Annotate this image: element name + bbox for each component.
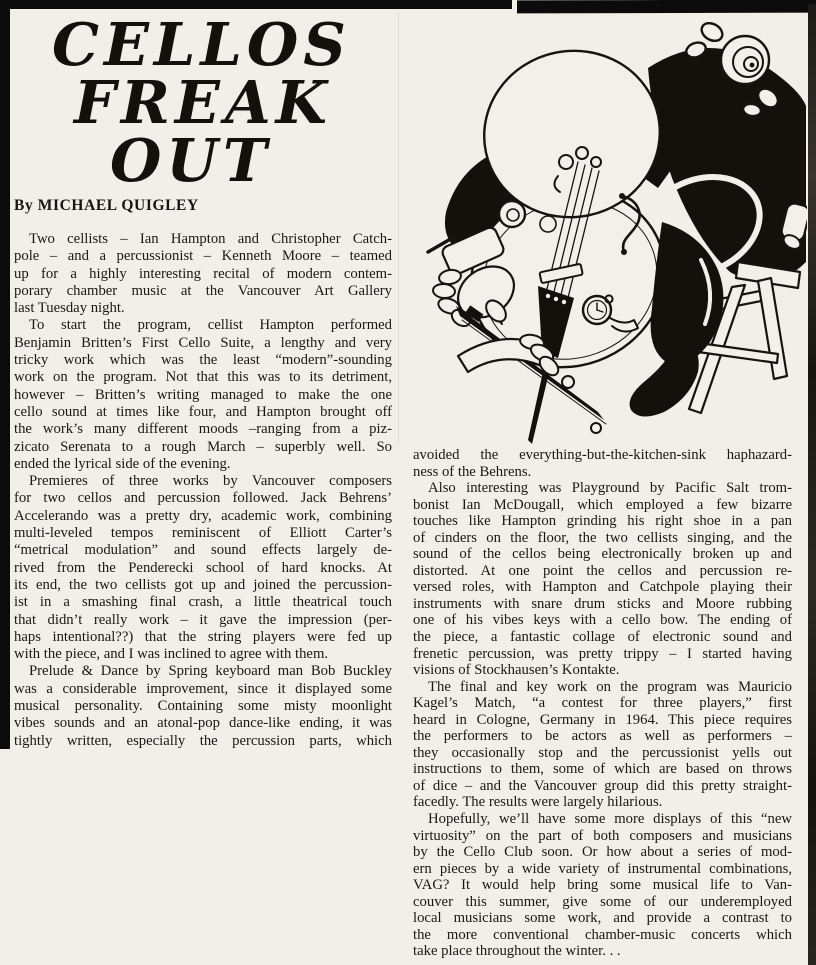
text-line: local musicians some work, and provide a contrast to <box>413 910 792 927</box>
paragraph <box>14 663 392 749</box>
byline: By MICHAEL QUIGLEY <box>14 197 199 214</box>
text-line: ness of the Behrens. <box>413 463 532 480</box>
text-line: haps intentional??) that the string players were fed up <box>14 628 392 645</box>
article-column-right <box>413 447 792 960</box>
text-line: that didn’t really work – it gave the impression (per- <box>14 611 392 628</box>
article-headline <box>30 10 402 195</box>
text-line: Premieres of three works by Vancouver composers <box>29 473 392 490</box>
text-line: Hopefully, we’ll have some more displays of this “new <box>428 811 792 828</box>
text-line: the more conventional chamber-music concerts which <box>413 926 792 943</box>
text-line: frenetic percussion, was pretty trippy – I started having <box>413 645 792 662</box>
paragraph <box>14 317 392 473</box>
text-line: with the piece, and I was inclined to agree with them. <box>14 646 329 663</box>
text-line: tightly written, especially the percussion parts, which <box>14 732 392 749</box>
text-line: Accelerando was a pretty dry, academic work, combining <box>14 507 392 524</box>
text-line: Prelude & Dance by Spring keyboard man Bob Buckley <box>29 663 392 680</box>
text-line: Kagel’s Match, “a contest for three players,” first <box>413 695 792 712</box>
text-line: couver this summer, give some of our underemployed <box>413 893 792 910</box>
ear-spiral <box>499 201 525 227</box>
text-line: they occasionally stop and the percussionist yells out <box>413 744 792 761</box>
left-border <box>0 0 10 749</box>
headline-line: CELLOS <box>52 10 351 79</box>
text-line: one of his vibes keys with a cello bow. The ending of <box>413 612 792 629</box>
text-line: last Tuesday night. <box>14 300 125 317</box>
tuning-peg <box>698 20 725 45</box>
cellist-illustration <box>400 10 807 448</box>
text-line: musical personality. Containing some misty moonlight <box>14 698 392 715</box>
paragraph <box>413 480 792 679</box>
text-line: up for a highly interesting recital of modern contem- <box>14 265 392 282</box>
headline-line: OUT <box>110 126 272 195</box>
text-line: multi-leveled tempos reminiscent of Elliott Carter’s <box>14 525 392 542</box>
text-line: ern pieces by a wide variety of instrumental combinations, <box>413 860 792 877</box>
text-line: Also interesting was Playground by Pacific Salt trom- <box>428 480 792 497</box>
text-line: tricky work which was the least “modern”-sounding <box>14 352 392 369</box>
text-line: for two cellos and percussion followed. Jack Behrens’ <box>14 490 392 507</box>
scroll-center <box>750 63 755 68</box>
text-line: sound of the cellos being electronically broken up and <box>413 546 792 563</box>
text-line: the work’s many different moods –ranging from a piz- <box>14 421 392 438</box>
paragraph <box>14 473 392 663</box>
text-line: vibes sounds and an atonal-pop dance-like ending, it was <box>14 715 392 732</box>
text-line: work on the program. Not that this was to its detriment, <box>14 369 392 386</box>
text-line: its end, the two cellists got up and joined the percussion- <box>14 576 392 593</box>
text-line: visions of Stockhausen’s Kontakte. <box>413 662 620 679</box>
text-line: however – Britten’s writing managed to make the one <box>14 386 392 403</box>
text-line: virtuosity” on the part of both composers and musicians <box>413 827 792 844</box>
text-line: To start the program, cellist Hampton performed <box>29 317 392 334</box>
text-line: avoided the everything-but-the-kitchen-sink haphazard- <box>413 447 792 463</box>
text-line: Two cellists – Ian Hampton and Christopher Catch- <box>29 231 392 247</box>
text-line: “metrical modulation” and sound effects largely de- <box>14 542 392 559</box>
text-line: porary chamber music at the Vancouver Art Gallery <box>14 282 392 299</box>
paragraph <box>14 231 392 317</box>
paragraph <box>413 447 792 480</box>
f-hole-dot <box>619 193 625 199</box>
text-line: of cinders on the floor, the two cellists singing, and the <box>413 529 792 546</box>
pegbox-curl <box>559 155 573 169</box>
text-line: facedly. The results were largely hilarious. <box>413 794 663 811</box>
text-line: The final and key work on the program was Mauricio <box>428 678 792 695</box>
text-line: was a considerable improvement, since it displayed some <box>14 680 392 697</box>
text-line: pole – and a percussionist – Kenneth Moore – teamed <box>14 248 392 265</box>
text-line: ist in a smashing final crash, a little theatrical touch <box>14 594 392 611</box>
text-line: zicato Serenata to a rough March – superbly well. So <box>14 438 392 455</box>
text-line: instructions to them, some of which are based on throws <box>413 761 792 778</box>
text-line: versed roles, with Hampton and Catchpole playing their <box>413 579 792 596</box>
text-line: by the Cello Club soon. Or how about a series of mod- <box>413 844 792 861</box>
top-border-left <box>0 0 512 9</box>
f-hole-dot <box>621 249 627 255</box>
text-line: the piece, a fantastic collage of electronic sound and <box>413 629 792 646</box>
text-line: touches like Hampton grinding his right shoe in a pan <box>413 513 792 530</box>
article-column-left <box>14 231 392 750</box>
text-line: distorted. At one point the cellos and percussion re- <box>413 562 792 579</box>
text-line: the performers to be actors as well as performers – <box>413 728 792 745</box>
paragraph <box>413 679 792 811</box>
right-border <box>808 4 816 965</box>
text-line: heard in Cologne, Germany in 1964. This piece requires <box>413 711 792 728</box>
text-line: VAG? It would help bring some musical life to Van- <box>413 877 792 894</box>
paragraph <box>413 811 792 960</box>
pegbox-curl <box>591 157 601 167</box>
text-line: Benjamin Britten’s First Cello Suite, a lengthy and very <box>14 334 392 351</box>
text-line: of dice – and the Vancouver group did this pretty straight- <box>413 777 792 794</box>
text-line: cello sound at times like four, and Hampton brought off <box>14 403 392 420</box>
pegbox-curl <box>576 147 588 159</box>
text-line: rived from the Penderecki school of hard knocks. At <box>14 559 392 576</box>
text-line: bonist Ian McDougall, which employed a few bizarre <box>413 496 792 513</box>
headline-line: FREAK <box>74 68 332 137</box>
text-line: ended the lyrical side of the evening. <box>14 455 231 472</box>
text-line: instruments with snare drum sticks and Moore rubbing <box>413 595 792 612</box>
text-line: take place throughout the winter. . . <box>413 943 621 960</box>
